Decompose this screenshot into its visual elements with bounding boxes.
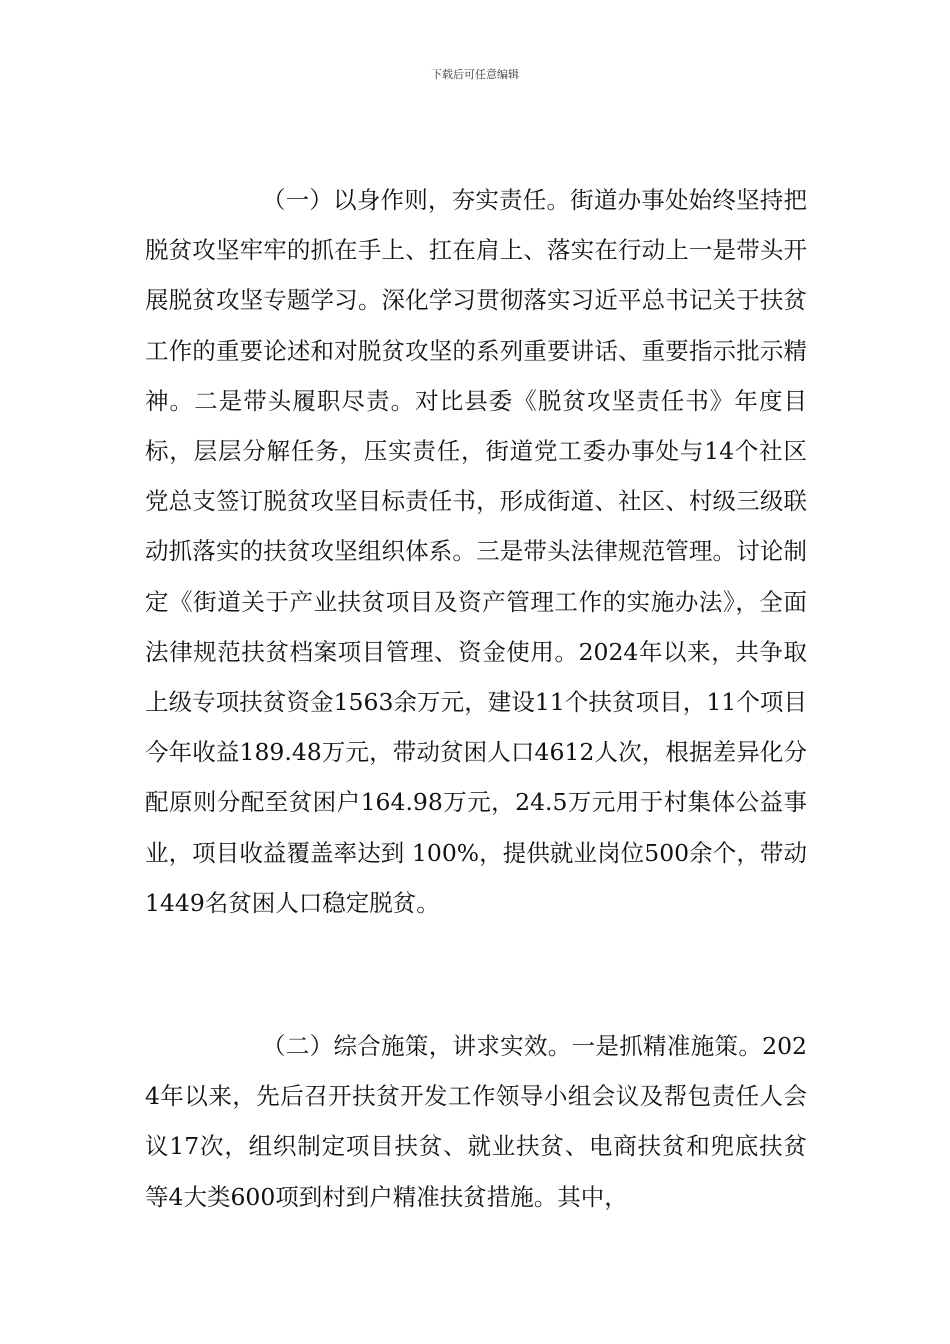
paragraph-2: （二）综合施策，讲求实效。一是抓精准施策。2024年以来，先后召开扶贫开发工作领导小组会议及帮包责任人会议17次，组织制定项目扶贫、就业扶贫、电商扶贫和兜底扶贫等4大类600项到村到户精准扶贫措施。其中， [145,1032,807,1211]
page-header-note: 下载后可任意编辑 [431,68,519,81]
paragraph-1: （一）以身作则，夯实责任。街道办事处始终坚持把脱贫攻坚牢牢的抓在手上、扛在肩上、落实在行动上一是带头开展脱贫攻坚专题学习。深化学习贯彻落实习近平总书记关于扶贫工作的重要论述和对脱贫攻坚的系列重要讲话、重要指示批示精神。二是带头履职尽责。对比县委《脱贫攻坚责任书》年度目标，层层分解任务，压实责任，街道党工委办事处与14个社区党总支签订脱贫攻坚目标责任书，形成街道、社区、村级三级联动抓落实的扶贫攻坚组织体系。三是带头法律规范管理。讨论制定《街道关于产业扶贫项目及资产管理工作的实施办法》，全面法律规范扶贫档案项目管理、资金使用。2024年以来，共争取上级专项扶贫资金1563余万元，建设11个扶贫项目，11个项目今年收益189.48万元，带动贫困人口4612人次，根据差异化分配原则分配至贫困户164.98万元，24.5万元用于村集体公益事业，项目收益覆盖率达到 100%，提供就业岗位500余个，带动1449名贫困人口稳定脱贫。 [145,186,807,917]
